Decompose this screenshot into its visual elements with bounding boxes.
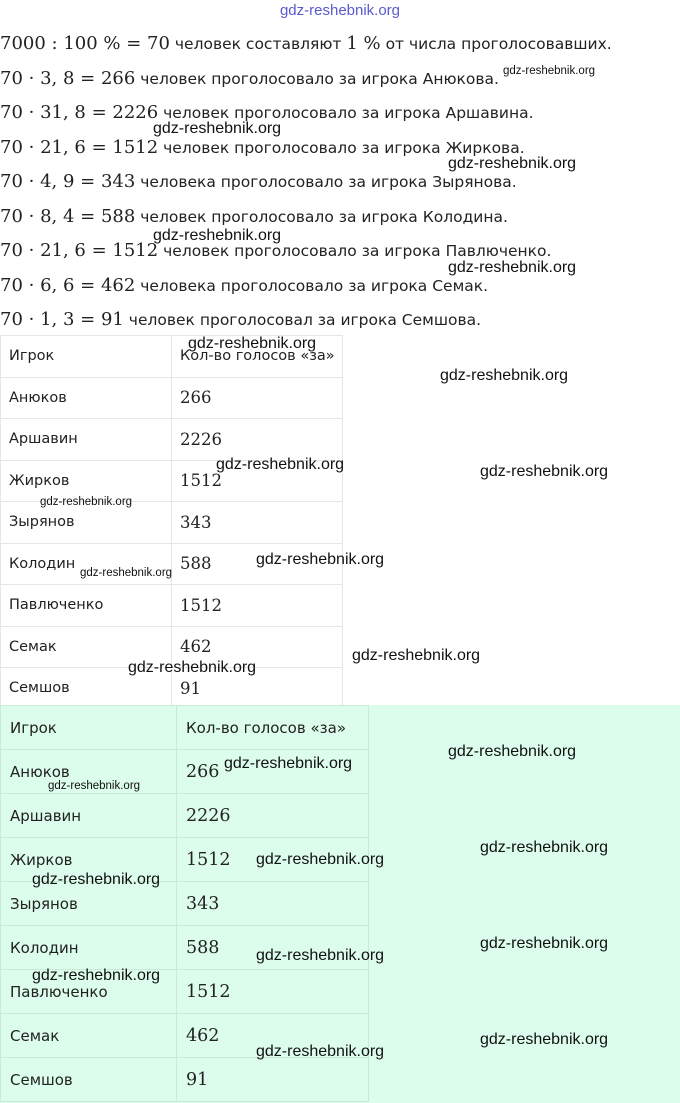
watermark: gdz-reshebnik.org — [256, 947, 385, 964]
vote-count: 1512 — [172, 460, 343, 502]
vote-count: 91 — [172, 668, 343, 710]
solution-line — [0, 203, 680, 238]
vote-count: 343 — [172, 502, 343, 544]
watermark: gdz-reshebnik.org — [128, 659, 257, 676]
watermark: gdz-reshebnik.org — [153, 227, 282, 244]
vote-count: 343 — [177, 882, 369, 926]
solution-line — [0, 272, 680, 307]
watermark: gdz-reshebnik.org — [480, 1031, 609, 1048]
player-name: Аршавин — [1, 419, 172, 461]
watermark: gdz-reshebnik.org — [256, 551, 385, 568]
math-expression: 70 · 21, 6 = 1512 — [0, 240, 159, 261]
watermark: gdz-reshebnik.org — [480, 463, 609, 480]
math-expression: 70 · 4, 9 = 343 — [0, 171, 136, 192]
line-text: человек проголосовало за игрока Анюкова. — [140, 69, 499, 88]
solution-line — [0, 30, 680, 65]
line-text: от числа проголосовавших. — [385, 35, 612, 53]
vote-count: 588 — [177, 926, 369, 970]
math-expression: 70 · 3, 8 = 266 — [0, 67, 136, 89]
player-name: Анюков — [1, 750, 177, 794]
player-name: Анюков — [1, 377, 172, 419]
player-name: Семак — [1, 626, 172, 668]
player-name: Семшов — [1, 1058, 177, 1102]
player-name: Жирков — [1, 838, 177, 882]
player-name: Павлюченко — [1, 970, 177, 1014]
math-expression: 70 · 8, 4 = 588 — [0, 205, 136, 227]
watermark: gdz-reshebnik.org — [448, 259, 577, 276]
line-text: человека проголосовало за игрока Семак. — [140, 276, 489, 295]
table-row — [1, 794, 369, 838]
watermark: gdz-reshebnik.org — [188, 335, 317, 352]
header-votes: Кол-во голосов «за» — [177, 706, 369, 750]
watermark: gdz-reshebnik.org — [224, 755, 353, 772]
line-text: человека проголосовало за игрока Зырянова. — [140, 173, 517, 191]
watermark: gdz-reshebnik.org — [503, 65, 596, 77]
line-text: человек проголосовало за игрока Жиркова. — [163, 138, 525, 157]
watermark: gdz-reshebnik.org — [32, 871, 161, 888]
watermark: gdz-reshebnik.org — [440, 367, 569, 384]
math-expression: 1 % — [346, 33, 381, 54]
math-expression: 70 · 1, 3 = 91 — [0, 309, 124, 330]
watermark: gdz-reshebnik.org — [40, 496, 133, 508]
solution-line — [0, 134, 680, 169]
watermark: gdz-reshebnik.org — [256, 1043, 385, 1060]
solution-line — [0, 168, 680, 203]
line-text: человек проголосовало за игрока Павлюченко. — [163, 242, 552, 260]
header-player: Игрок — [1, 706, 177, 750]
vote-count: 266 — [177, 750, 369, 794]
site-header: gdz-reshebnik.org — [279, 2, 401, 19]
table-row — [1, 377, 343, 419]
math-expression: 70 · 6, 6 = 462 — [0, 274, 136, 296]
watermark: gdz-reshebnik.org — [48, 780, 141, 792]
solution-line — [0, 99, 680, 134]
vote-count: 266 — [172, 377, 343, 419]
table-row — [1, 585, 343, 627]
math-expression: 7000 : 100 % = 70 — [0, 33, 170, 54]
vote-count: 2226 — [172, 419, 343, 461]
vote-count: 588 — [172, 543, 343, 585]
header-player: Игрок — [1, 336, 172, 378]
player-name: Зырянов — [1, 882, 177, 926]
player-name: Жирков — [1, 460, 172, 502]
solution-line — [0, 237, 680, 272]
watermark: gdz-reshebnik.org — [216, 456, 345, 473]
watermark: gdz-reshebnik.org — [480, 839, 609, 856]
watermark: gdz-reshebnik.org — [448, 155, 577, 172]
vote-count: 1512 — [177, 838, 369, 882]
line-text: человек проголосовало за игрока Аршавина. — [163, 104, 534, 122]
watermark: gdz-reshebnik.org — [256, 851, 385, 868]
votes-table — [0, 335, 343, 710]
vote-count: 462 — [172, 626, 343, 668]
table-row — [1, 1058, 369, 1102]
header-votes: Кол-во голосов «за» — [172, 336, 343, 378]
player-name: Аршавин — [1, 794, 177, 838]
player-name: Колодин — [1, 926, 177, 970]
math-expression: 70 · 31, 8 = 2226 — [0, 102, 159, 123]
player-name: Зырянов — [1, 502, 172, 544]
watermark: gdz-reshebnik.org — [32, 967, 161, 984]
watermark: gdz-reshebnik.org — [80, 567, 173, 579]
line-text: человек проголосовал за игрока Семшова. — [128, 311, 482, 329]
table-row — [1, 419, 343, 461]
watermark: gdz-reshebnik.org — [153, 120, 282, 137]
player-name: Семшов — [1, 668, 172, 710]
player-name: Павлюченко — [1, 585, 172, 627]
watermark: gdz-reshebnik.org — [448, 743, 577, 760]
vote-count: 91 — [177, 1058, 369, 1102]
watermark: gdz-reshebnik.org — [352, 647, 481, 664]
line-text: человек составляют — [174, 35, 342, 53]
watermark: gdz-reshebnik.org — [480, 935, 609, 952]
vote-count: 1512 — [172, 585, 343, 627]
line-text: человек проголосовало за игрока Колодина. — [140, 207, 508, 226]
vote-count: 2226 — [177, 794, 369, 838]
vote-count: 462 — [177, 1014, 369, 1058]
player-name: Семак — [1, 1014, 177, 1058]
table-header-row — [1, 706, 369, 750]
player-name: Колодин — [1, 543, 172, 585]
math-expression: 70 · 21, 6 = 1512 — [0, 136, 159, 158]
vote-count: 1512 — [177, 970, 369, 1014]
